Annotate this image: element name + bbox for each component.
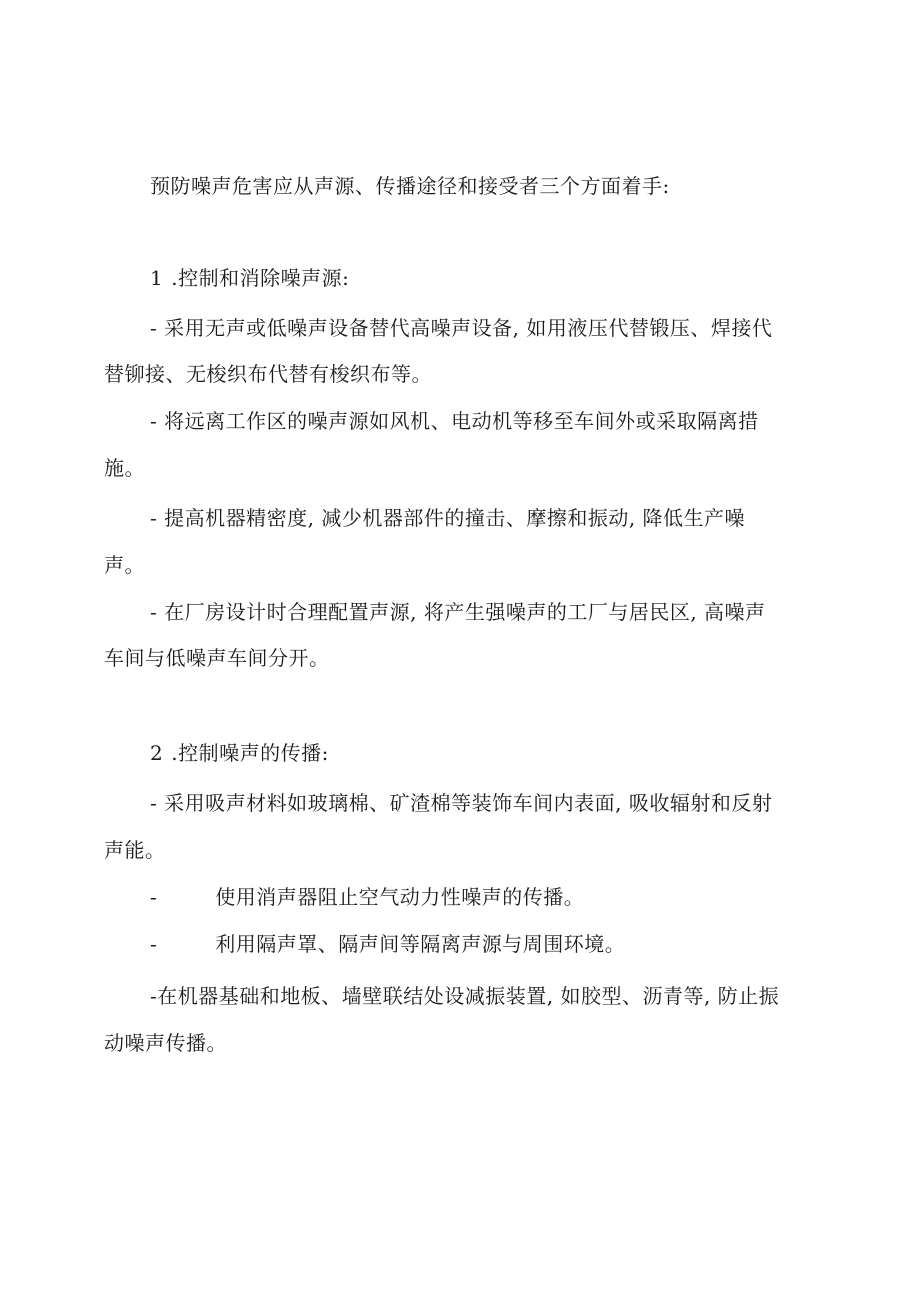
section-1-item-1-line-1: - 采用无声或低噪声设备替代高噪声设备, 如用液压代替锻压、焊接代 [150,316,773,340]
section-2-item-2-text: 使用消声器阻止空气动力性噪声的传播。 [215,885,585,909]
section-1-item-1-line-2: 替铆接、无梭织布代替有梭织布等。 [104,362,432,386]
section-1-item-2-line-2: 施。 [104,456,145,480]
section-2-item-3 [150,931,625,957]
section-1-item-3-line-2: 声。 [104,553,145,577]
section-1-title: .控制和消除噪声源: [171,266,350,290]
section-2-item-1-line-2: 声能。 [104,838,166,862]
section-2-number: 2 [150,741,164,765]
section-2-heading [150,740,329,766]
section-1-heading [150,265,349,291]
section-1-item-2-line-1: - 将远离工作区的噪声源如风机、电动机等移至车间外或采取隔离措 [150,409,759,433]
intro-paragraph: 预防噪声危害应从声源、传播途径和接受者三个方面着手: [150,174,670,198]
section-2-item-3-text: 利用隔声罩、隔声间等隔离声源与周围环境。 [215,932,626,956]
section-2-item-3-dash: - [150,932,158,956]
section-2-title: .控制噪声的传播: [171,741,329,765]
section-1-number: 1 [150,266,164,290]
section-1-item-4-line-2: 车间与低噪声车间分开。 [104,646,330,670]
section-2-item-4-line-2: 动噪声传播。 [104,1031,227,1055]
section-1-item-3-line-1: - 提高机器精密度, 减少机器部件的撞击、摩擦和振动, 降低生产噪 [150,506,746,530]
section-2-item-4-line-1: -在机器基础和地板、墙壁联结处设减振装置, 如胶型、沥青等, 防止振 [150,984,780,1008]
section-2-item-2-dash: - [150,885,158,909]
section-1-item-4-line-1: - 在厂房设计时合理配置声源, 将产生强噪声的工厂与居民区, 高噪声 [150,600,766,624]
section-2-item-2 [150,884,584,910]
section-2-item-1-line-1: - 采用吸声材料如玻璃棉、矿渣棉等装饰车间内表面, 吸收辐射和反射 [150,791,773,815]
